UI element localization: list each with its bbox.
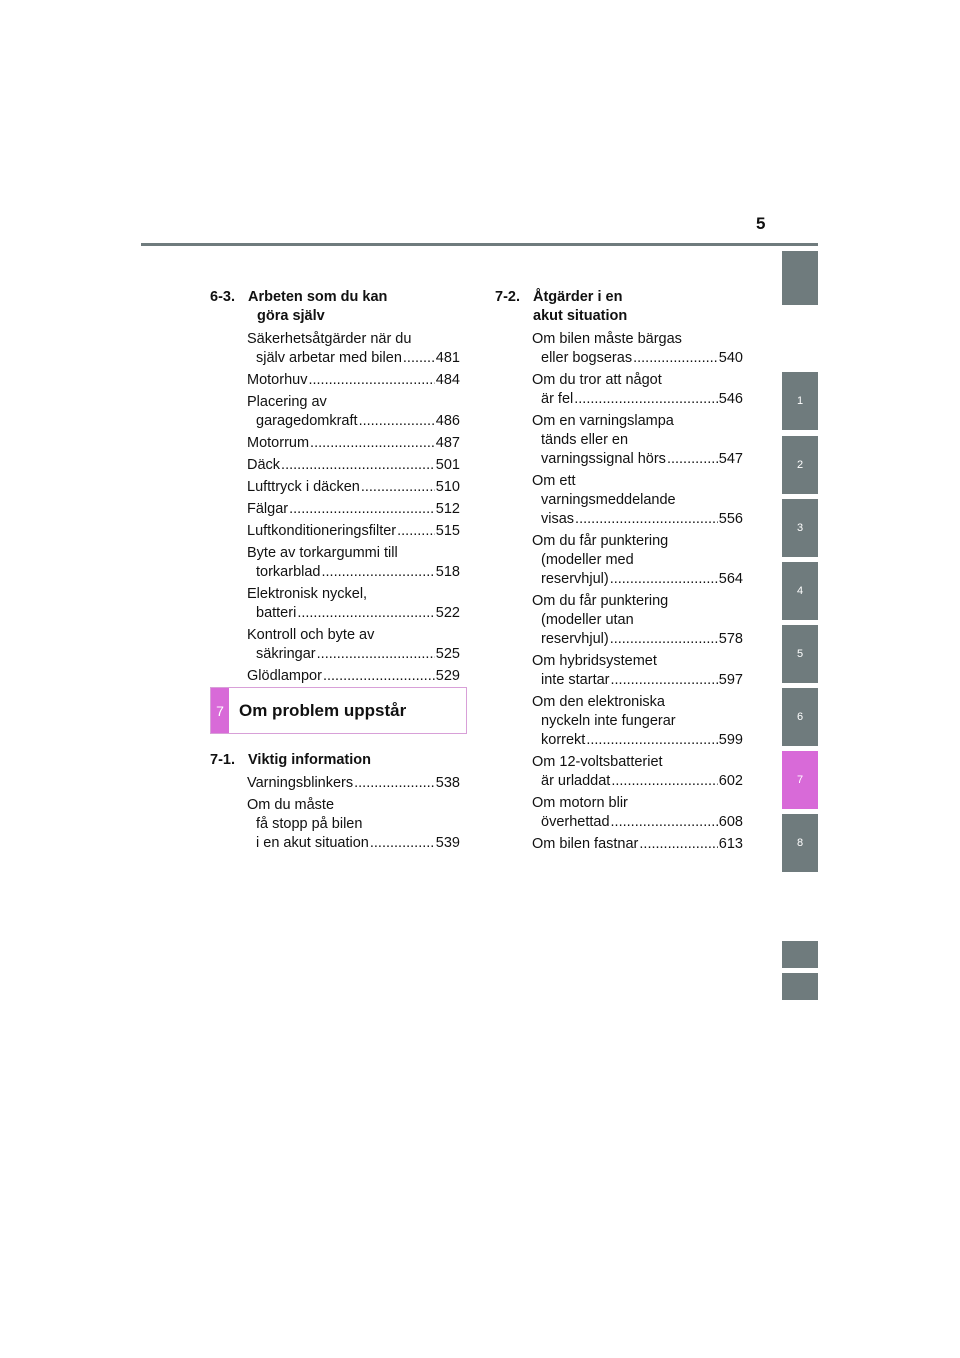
toc-entry-text-line1: Om 12-voltsbatteriet xyxy=(532,754,663,770)
toc-entry[interactable] xyxy=(247,585,460,623)
toc-page-number: 597 xyxy=(718,672,743,688)
toc-page-number: 564 xyxy=(718,571,743,587)
leader-dots xyxy=(310,434,435,453)
toc-entry-text-line1: Om du får punktering xyxy=(532,533,669,549)
toc-list xyxy=(495,330,743,854)
toc-section-6-3 xyxy=(210,288,460,689)
toc-section-7-1 xyxy=(210,751,460,856)
toc-entry-text-line1: Byte av torkargummi till xyxy=(247,545,398,561)
leader-dots xyxy=(370,834,435,853)
toc-entry-text-line1: Om du får punktering xyxy=(532,593,669,609)
toc-entry-text: är urladdat xyxy=(541,773,611,789)
leader-dots xyxy=(667,450,718,469)
toc-page-number: 539 xyxy=(435,835,460,851)
toc-entry-text-line1: Om du måste xyxy=(247,797,335,813)
toc-entry-text: Varningsblinkers xyxy=(247,775,354,791)
toc-page-number: 525 xyxy=(435,646,460,662)
toc-entry-text-line1: Om motorn blir xyxy=(532,795,628,811)
toc-list xyxy=(210,330,460,686)
toc-entry[interactable] xyxy=(247,434,460,453)
section-title-line1: Åtgärder i en xyxy=(533,289,623,305)
toc-entry[interactable] xyxy=(532,472,743,529)
leader-dots xyxy=(633,349,718,368)
toc-entry-text: torkarblad xyxy=(256,564,321,580)
toc-page-number: 602 xyxy=(718,773,743,789)
toc-entry-text: korrekt xyxy=(541,732,586,748)
toc-page-number: 529 xyxy=(435,668,460,684)
toc-entry-text-line1: Om ett xyxy=(532,473,576,489)
toc-entry[interactable] xyxy=(247,796,460,853)
toc-entry[interactable] xyxy=(247,371,460,390)
toc-page-number: 510 xyxy=(435,479,460,495)
toc-entry-text-line2: nyckeln inte fungerar xyxy=(541,713,676,729)
leader-dots xyxy=(281,456,435,475)
leader-dots xyxy=(586,731,717,750)
leader-dots xyxy=(611,671,718,690)
leader-dots xyxy=(403,349,435,368)
toc-entry[interactable] xyxy=(532,592,743,649)
chapter-number: 7 xyxy=(211,688,229,733)
section-number: 7-2. xyxy=(495,289,520,305)
section-title-line2: akut situation xyxy=(533,308,628,324)
section-title-line1: Arbeten som du kan xyxy=(248,289,388,305)
section-number: 7-1. xyxy=(210,752,235,768)
leader-dots xyxy=(317,645,435,664)
side-tab-7[interactable]: 7 xyxy=(782,751,818,809)
side-tab-3[interactable]: 3 xyxy=(782,499,818,557)
toc-entry-text: visas xyxy=(541,511,575,527)
toc-entry-text: reservhjul) xyxy=(541,631,609,647)
toc-entry-text: reservhjul) xyxy=(541,571,609,587)
toc-entry[interactable] xyxy=(247,774,460,793)
toc-entry[interactable] xyxy=(532,652,743,690)
section-heading xyxy=(210,288,460,326)
toc-entry[interactable] xyxy=(532,371,743,409)
toc-section-7-2 xyxy=(495,288,743,857)
toc-entry-text: Motorhuv xyxy=(247,372,308,388)
section-number: 6-3. xyxy=(210,289,235,305)
toc-entry-text-line1: Om hybridsystemet xyxy=(532,653,657,669)
toc-entry[interactable] xyxy=(247,456,460,475)
leader-dots xyxy=(611,772,717,791)
toc-entry-text: själv arbetar med bilen xyxy=(256,350,402,366)
toc-page-number: 486 xyxy=(435,413,460,429)
toc-page-number: 538 xyxy=(435,775,460,791)
leader-dots xyxy=(321,563,434,582)
toc-entry-text-line1: Placering av xyxy=(247,394,327,410)
toc-page-number: 515 xyxy=(435,523,460,539)
leader-dots xyxy=(611,813,718,832)
toc-entry-text-line2: få stopp på bilen xyxy=(256,816,363,832)
toc-entry-text-line2: varningsmeddelande xyxy=(541,492,676,508)
chapter-title: Om problem uppstår xyxy=(239,700,407,720)
toc-page-number: 487 xyxy=(435,435,460,451)
toc-entry[interactable] xyxy=(532,753,743,791)
toc-entry[interactable] xyxy=(532,794,743,832)
chapter-header[interactable] xyxy=(210,687,467,734)
toc-entry[interactable] xyxy=(247,522,460,541)
leader-dots xyxy=(397,522,435,541)
leader-dots xyxy=(359,412,435,431)
side-tab-8[interactable]: 8 xyxy=(782,814,818,872)
toc-entry[interactable] xyxy=(532,532,743,589)
toc-entry[interactable] xyxy=(247,544,460,582)
leader-dots xyxy=(297,604,434,623)
toc-entry-text: eller bogseras xyxy=(541,350,633,366)
toc-entry-text-line1: Elektronisk nyckel, xyxy=(247,586,368,602)
toc-entry-text: Lufttryck i däcken xyxy=(247,479,360,495)
toc-entry-text: Om bilen fastnar xyxy=(532,836,639,852)
toc-page-number: 546 xyxy=(718,391,743,407)
toc-entry[interactable] xyxy=(532,835,743,854)
toc-list xyxy=(210,774,460,853)
toc-entry-text: batteri xyxy=(256,605,297,621)
toc-entry-text: är fel xyxy=(541,391,574,407)
toc-entry-text: säkringar xyxy=(256,646,316,662)
leader-dots xyxy=(323,667,435,686)
toc-entry-text: varningssignal hörs xyxy=(541,451,666,467)
toc-page-number: 481 xyxy=(435,350,460,366)
toc-entry-text: Glödlampor xyxy=(247,668,322,684)
toc-entry-text: Fälgar xyxy=(247,501,289,517)
toc-page-number: 484 xyxy=(435,372,460,388)
leader-dots xyxy=(361,478,435,497)
toc-page-number: 512 xyxy=(435,501,460,517)
header-rule xyxy=(141,243,818,246)
toc-entry-text: garagedomkraft xyxy=(256,413,358,429)
toc-entry-text: Däck xyxy=(247,457,281,473)
toc-page-number: 547 xyxy=(718,451,743,467)
toc-entry-text-line1: Säkerhetsåtgärder när du xyxy=(247,331,412,347)
toc-entry[interactable] xyxy=(247,478,460,497)
toc-entry-text-line1: Kontroll och byte av xyxy=(247,627,375,643)
toc-entry[interactable] xyxy=(247,626,460,664)
leader-dots xyxy=(289,500,435,519)
toc-entry-text-line1: Om den elektroniska xyxy=(532,694,665,710)
toc-entry-text-line1: Om en varningslampa xyxy=(532,413,674,429)
side-tab-2[interactable]: 2 xyxy=(782,436,818,494)
toc-page-number: 518 xyxy=(435,564,460,580)
toc-entry[interactable] xyxy=(247,667,460,686)
leader-dots xyxy=(639,835,717,854)
toc-page-number: 578 xyxy=(718,631,743,647)
toc-entry[interactable] xyxy=(247,330,460,368)
toc-entry[interactable] xyxy=(532,412,743,469)
leader-dots xyxy=(354,774,435,793)
leader-dots xyxy=(574,390,718,409)
toc-page-number: 599 xyxy=(718,732,743,748)
toc-entry-text-line2: tänds eller en xyxy=(541,432,629,448)
toc-entry-text-line1: Om bilen måste bärgas xyxy=(532,331,682,347)
side-tab-blank-bottom-1[interactable] xyxy=(782,941,818,968)
toc-entry[interactable] xyxy=(532,330,743,368)
side-tab-6[interactable]: 6 xyxy=(782,688,818,746)
side-tab-blank-top[interactable] xyxy=(782,251,818,305)
toc-entry[interactable] xyxy=(247,500,460,519)
side-tab-4[interactable]: 4 xyxy=(782,562,818,620)
section-heading xyxy=(495,288,743,326)
toc-page-number: 556 xyxy=(718,511,743,527)
toc-entry[interactable] xyxy=(532,693,743,750)
toc-entry-text: inte startar xyxy=(541,672,610,688)
page-number: 5 xyxy=(756,214,766,233)
toc-page-number: 613 xyxy=(718,836,743,852)
leader-dots xyxy=(610,630,718,649)
leader-dots xyxy=(308,371,434,390)
side-tab-blank-bottom-2[interactable] xyxy=(782,973,818,1000)
toc-page-number: 501 xyxy=(435,457,460,473)
toc-page-number: 522 xyxy=(435,605,460,621)
toc-entry-text-line1: Om du tror att något xyxy=(532,372,662,388)
toc-entry-text-line2: (modeller utan xyxy=(541,612,634,628)
toc-entry-text: Motorrum xyxy=(247,435,310,451)
section-title-line2: göra själv xyxy=(257,308,325,324)
toc-entry-text: Luftkonditioneringsfilter xyxy=(247,523,397,539)
side-tab-1[interactable]: 1 xyxy=(782,372,818,430)
leader-dots xyxy=(610,570,718,589)
side-tab-5[interactable]: 5 xyxy=(782,625,818,683)
toc-entry-text: överhettad xyxy=(541,814,610,830)
leader-dots xyxy=(575,510,718,529)
toc-page-number: 608 xyxy=(718,814,743,830)
section-title-line1: Viktig information xyxy=(248,752,371,768)
section-heading xyxy=(210,751,460,770)
toc-entry-text: i en akut situation xyxy=(256,835,369,851)
toc-page-number: 540 xyxy=(718,350,743,366)
toc-entry-text-line2: (modeller med xyxy=(541,552,634,568)
toc-entry[interactable] xyxy=(247,393,460,431)
